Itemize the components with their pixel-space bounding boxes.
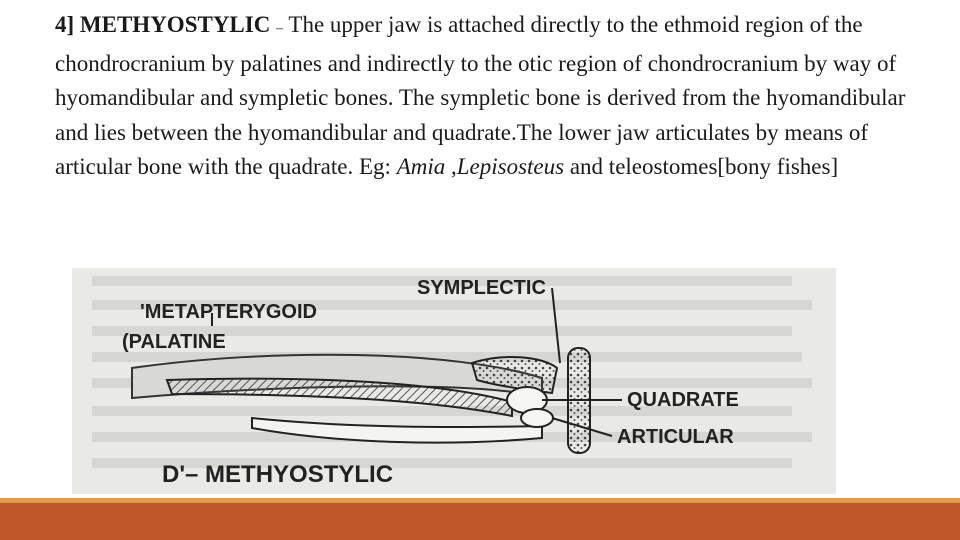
footer-bar [0,503,960,540]
example-tail: and teleostomes[bony fishes] [564,154,839,179]
example-amia: Amia [396,154,446,179]
label-articular: ARTICULAR [617,426,734,448]
label-metapterygoid: 'METAPTERYGOID [140,301,317,323]
label-quadrate: QUADRATE [627,389,739,411]
heading-dash: – [276,21,284,36]
articular-bone [521,409,553,427]
slide-text [55,8,935,185]
example-separator: , [445,154,457,179]
methyostylic-diagram [72,268,836,494]
label-palatine: (PALATINE [122,331,226,353]
first-line-text: The upper jaw is attached directly to the [283,12,659,37]
slide-heading: 4] METHYOSTYLIC [55,12,271,37]
body-text: ethmoid region of the chondrocranium by palatines and indirectly to the otic region of chondrocranium by way of hyomandibular and sympletic bones. The sympletic bone is derived from the hyomandibular and lies between the hyomandibular and quadrate.The lower jaw articulates by means of articular bone with the quadrate. Eg: [55,12,906,179]
example-lepisosteus: Lepisosteus [456,154,565,179]
label-symplectic: SYMPLECTIC [417,277,546,299]
figure-caption: D'– METHYOSTYLIC [162,461,394,488]
